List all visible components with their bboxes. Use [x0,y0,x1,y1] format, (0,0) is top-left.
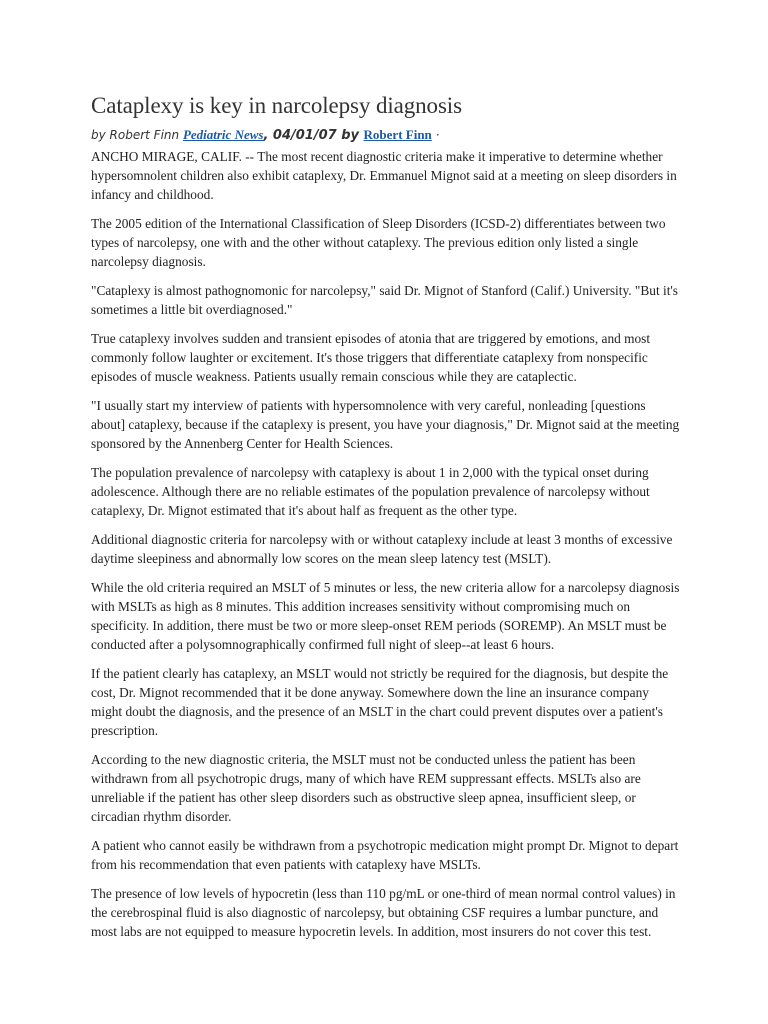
paragraph: The presence of low levels of hypocretin (less than 110 pg/mL or one-third of mean normal control values) in the cerebrospinal fluid is also diagnostic of narcolepsy, but obtaining CSF requires a lumbar puncture, and most labs are not equipped to measure hypocretin levels. In addition, most insurers do not cover this test. [91,886,676,939]
paragraph: A patient who cannot easily be withdrawn from a psychotropic medication might prompt Dr. Mignot to depart from his recommendation that even patients with cataplexy have MSLTs. [91,838,679,872]
paragraph: While the old criteria required an MSLT of 5 minutes or less, the new criteria allow for a narcolepsy diagnosis with MSLTs as high as 8 minutes. This addition increases sensitivity without compromising much on specificity. In addition, there must be two or more sleep-onset REM periods (SOREMP). An MSLT must be conducted after a polysomnographically confirmed full night of sleep--at least 6 hours. [91,580,680,652]
byline-separator: · [431,128,440,142]
byline [91,126,683,145]
paragraph: If the patient clearly has cataplexy, an MSLT would not strictly be required for the diagnosis, but despite the cost, Dr. Mignot recommended that it be done anyway. Somewhere down the line an insurance company might doubt the diagnosis, and the presence of an MSLT in the chart could prevent disputes over a patient's prescription. [91,666,669,738]
byline-date: , 04/01/07 [263,128,342,143]
paragraph: "I usually start my interview of patients with hypersomnolence with very careful, nonleading [questions about] cataplexy, because if the cataplexy is present, you have your diagnosis," Dr. Mignot said at the meeting sponsored by the Annenberg Center for Health Sciences. [91,398,680,451]
paragraph: ANCHO MIRAGE, CALIF. -- The most recent diagnostic criteria make it imperative to determine whether hypersomnolent children also exhibit cataplexy, Dr. Emmanuel Mignot said at a meeting on sleep disorders in infancy and childhood. [91,149,677,202]
author-link[interactable]: Robert Finn [363,127,432,142]
byline-by-second: by [341,128,364,143]
paragraph: Additional diagnostic criteria for narcolepsy with or without cataplexy include at least 3 months of excessive daytime sleepiness and abnormally low scores on the mean sleep latency test (MSLT). [91,532,673,566]
article-title: Cataplexy is key in narcolepsy diagnosis [91,93,462,118]
paragraph: The 2005 edition of the International Classification of Sleep Disorders (ICSD-2) differentiates between two types of narcolepsy, one with and the other without cataplexy. The previous edition only listed a single narcolepsy diagnosis. [91,216,666,269]
paragraph: "Cataplexy is almost pathognomonic for narcolepsy," said Dr. Mignot of Stanford (Calif.) University. "But it's sometimes a little bit overdiagnosed." [91,283,678,317]
article [91,92,683,951]
source-link[interactable]: Pediatric News [182,127,264,142]
paragraph: True cataplexy involves sudden and transient episodes of atonia that are triggered by emotions, and most commonly follow laughter or excitement. It's those triggers that differentiate cataplexy from nonspecific episodes of muscle weakness. Patients usually remain conscious while they are cataplectic. [91,331,651,384]
paragraph: According to the new diagnostic criteria, the MSLT must not be conducted unless the patient has been withdrawn from all psychotropic drugs, many of which have REM suppressant effects. MSLTs also are unreliable if the patient has other sleep disorders such as obstructive sleep apnea, insufficient sleep, or circadian rhythm disorder. [91,752,641,824]
paragraph: The population prevalence of narcolepsy with cataplexy is about 1 in 2,000 with the typical onset during adolescence. Although there are no reliable estimates of the population prevalence of narcolepsy without cataplexy, Dr. Mignot estimated that it's about half as frequent as the other type. [91,465,650,518]
byline-by: by Robert Finn [91,128,183,142]
